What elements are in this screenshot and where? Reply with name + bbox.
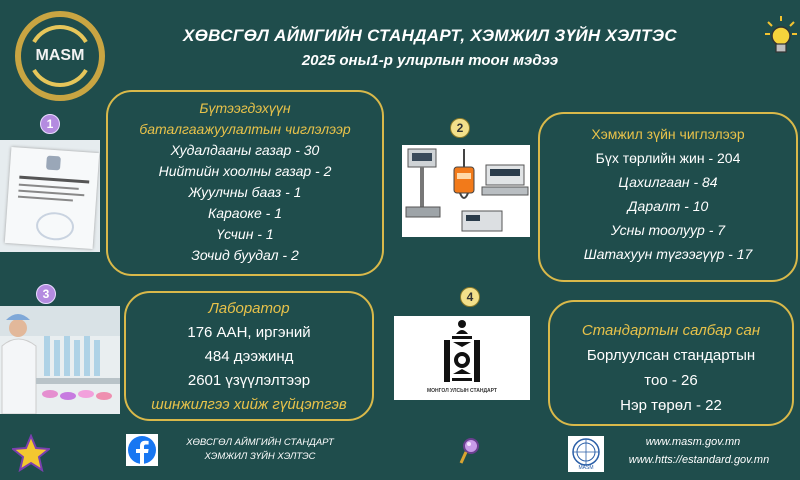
magnifier-icon	[458, 436, 482, 466]
qr-code-icon	[568, 436, 604, 472]
list-item: 2601 үзүүлэлтээр	[187, 372, 311, 389]
footer-org-name	[160, 436, 360, 464]
scales-photo	[402, 145, 530, 237]
list-item: Борлуулсан стандартын	[586, 347, 756, 364]
qr-label: MASM	[578, 465, 594, 471]
list-item: Худалдааны газар - 30	[170, 142, 320, 158]
website-link-1[interactable]: www.masm.gov.mn	[645, 436, 741, 448]
section-4-box	[548, 300, 794, 426]
list-item: тоо - 26	[644, 372, 698, 389]
page-title: ХӨВСГӨЛ АЙМГИЙН СТАНДАРТ, ХЭМЖИЛ ЗҮЙН ХЭЛТЭС	[182, 26, 678, 45]
section-2-badge: 2	[450, 118, 470, 138]
list-item: Жуулчны бааз - 1	[188, 184, 302, 200]
list-item: Усны тоолуур - 7	[610, 222, 726, 238]
list-item: Цахилгаан - 84	[618, 174, 718, 190]
footer-org-line2: ХЭМЖИЛ ЗҮЙН ХЭЛТЭС	[204, 451, 316, 462]
section-2-heading: Хэмжил зүйн чиглэлээр	[591, 126, 745, 142]
list-item: Бүх төрлийн жин - 204	[595, 150, 741, 166]
section-1-heading-line2: баталгаажуулалтын чиглэлээр	[139, 121, 351, 137]
list-item: шинжилгээ хийж гүйцэтгэв	[151, 396, 347, 413]
section-1-box	[106, 90, 384, 276]
facebook-icon[interactable]	[126, 434, 158, 466]
list-item: Караоке - 1	[207, 205, 283, 221]
lightbulb-icon	[764, 14, 798, 60]
standard-cover-image	[394, 316, 530, 400]
list-item: Даралт - 10	[627, 198, 709, 214]
masm-logo	[14, 10, 106, 102]
standard-cover-caption: МОНГОЛ УЛСЫН СТАНДАРТ	[427, 388, 497, 394]
list-item: Шатахуун түгээгүүр - 17	[583, 246, 753, 262]
section-1-badge: 1	[40, 114, 60, 134]
list-item: Нэр төрөл - 22	[620, 397, 722, 414]
section-3-badge: 3	[36, 284, 56, 304]
section-3-box	[124, 291, 374, 421]
list-item: Нийтийн хоолны газар - 2	[158, 163, 332, 179]
laboratory-photo	[0, 306, 120, 414]
section-3-heading: Лаборатор	[208, 300, 290, 317]
website-link-2[interactable]: www.htts://estandard.gov.mn	[628, 454, 770, 466]
section-4-badge: 4	[460, 287, 480, 307]
certificate-photo	[0, 140, 100, 252]
list-item: 484 дээжинд	[204, 348, 294, 365]
logo-text: MASM	[35, 47, 85, 64]
footer-org-line1: ХӨВСГӨЛ АЙМГИЙН СТАНДАРТ	[186, 437, 334, 448]
section-2-box	[538, 112, 798, 282]
page-subtitle: 2025 оны1-р улирлын тоон мэдээ	[301, 52, 559, 69]
section-4-heading: Стандартын салбар сан	[581, 322, 761, 339]
list-item: 176 ААН, иргэний	[187, 324, 311, 341]
star-icon	[12, 434, 50, 472]
section-1-heading-line1: Бүтээгдэхүүн	[199, 100, 291, 116]
list-item: Зочид буудал - 2	[191, 247, 299, 263]
list-item: Үсчин - 1	[216, 226, 274, 242]
